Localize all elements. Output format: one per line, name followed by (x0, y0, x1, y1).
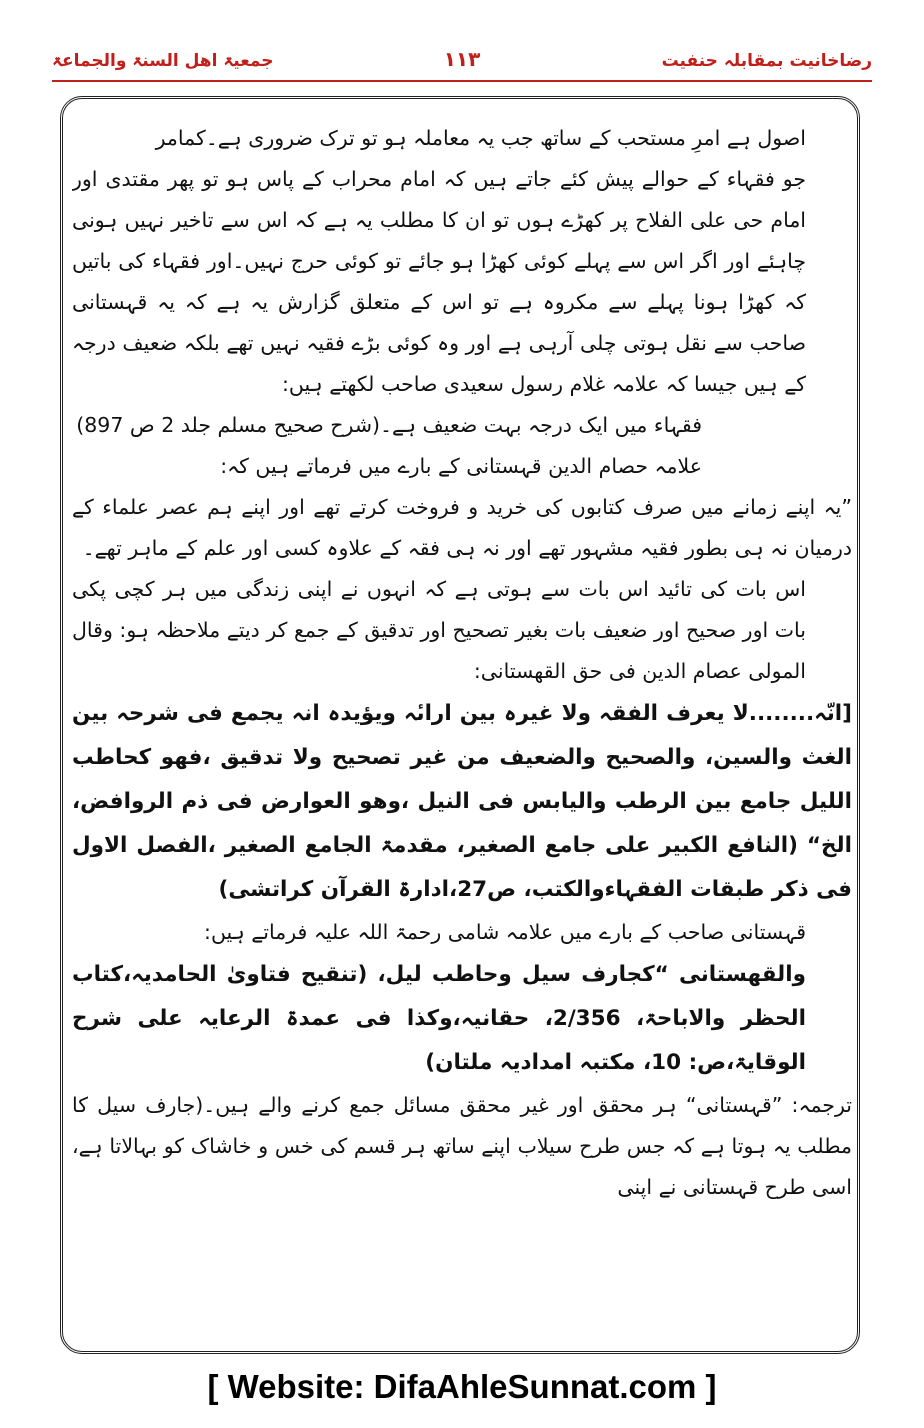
quoted-reference: فقہاء میں ایک درجہ بہت ضعیف ہے۔(شرح صحیح مسلم جلد 2 ص 897) (76, 413, 702, 437)
quotation: ”یہ اپنے زمانے میں صرف کتابوں کی خرید و فروخت کرتے تھے اور اپنے ہم عصر علماء کے درمیان نہ ہی بطور فقیہ مشہور تھے اور نہ ہی فقہ کے علاوہ کسی اور علم کے ماہر تھے۔ (72, 495, 852, 560)
translation-paragraph: ترجمہ: ”قہستانی“ ہر محقق اور غیر محقق مسائل جمع کرنے والے ہیں۔(جارف سیل کا مطلب یہ ہوتا ہے کہ جس طرح سیلاب اپنے ساتھ ہر قسم کی خس و خاشاک کو بہالاتا ہے، اسی طرح قہستانی نے اپنی (72, 1093, 852, 1199)
paragraph: جو فقہاء کے حوالے پیش کئے جاتے ہیں کہ امام محراب کے پاس ہو تو پھر مقتدی اور امام حی علی الفلاح پر کھڑے ہوں تو ان کا مطلب یہ ہے کہ اس سے تاخیر نہیں ہونی چاہئے اور اگر اس سے پہلے کوئی کھڑا ہو جائے تو کوئی حرج نہیں۔اور فقہاء کی باتیں کہ کھڑا ہونا پہلے سے مکروہ ہے تو اس کے متعلق گزارش یہ ہے کہ یہ قہستانی صاحب سے نقل ہوتی چلی آرہی ہے اور وہ کوئی بڑے فقیہ نہیں تھے بلکہ ضعیف درجہ کے ہیں جیسا کہ علامہ غلام رسول سعیدی صاحب لکھتے ہیں: (72, 167, 806, 396)
book-title: رضاخانیت بمقابلہ حنفیت (661, 51, 872, 71)
arabic-quotation: [انّہ........لا یعرف الفقہ ولا غیرہ بین اراںٔہ ویؤیدہ انہ یجمع فی شرحہ بین الغث والسین، والصحیح والضعیف من غیر تصحیح ولا تدقیق ،فھو کحاطب اللیل جامع بین الرطب والیابس فی النیل ،وھو العوارض فی ذم الروافض، الخ“ (النافع الکبیر علی جامع الصغیر، مقدمۃ الجامع الصغیر ،الفصل الاول فی ذکر طبقات الفقہاءوالکتب، ص27،ادارۃ القرآن کراتشی) (72, 701, 852, 902)
paragraph: قہستانی صاحب کے بارے میں علامہ شامی رحمۃ اللہ علیہ فرماتے ہیں: (204, 920, 806, 944)
page-body (72, 118, 852, 1343)
paragraph: اصول ہے امرِ مستحب کے ساتھ جب یہ معاملہ ہو تو ترک ضروری ہے۔کمامر (155, 126, 806, 150)
page-number: ۱۱۳ (443, 47, 481, 71)
arabic-quotation: والقھستانی “کجارف سیل وحاطب لیل، (تنقیح فتاویٰ الحامدیہ،کتاب الحظر والاباحۃ، 2/356، حقانیہ،وکذا فی عمدۃ الرعایہ علی شرح الوقایۃ،ص: 10، مکتبہ امدادیہ ملتان) (72, 962, 806, 1075)
website-footer: [ Website: DifaAhleSunnat.com ] (207, 1368, 717, 1405)
paragraph: اس بات کی تائید اس بات سے ہوتی ہے کہ انہوں نے اپنی زندگی میں ہر کچی پکی بات اور صحیح اور ضعیف بات بغیر تصحیح اور تدقیق کے جمع کر دیتے ملاحظہ ہو: وقال المولی عصام الدین فی حق القھستانی: (72, 577, 806, 683)
organization-name: جمعیۃ اھل السنۃ والجماعۃ (52, 51, 274, 71)
header-divider (52, 80, 872, 82)
paragraph: علامہ حصام الدین قہستانی کے بارے میں فرماتے ہیں کہ: (220, 454, 702, 478)
page-header (52, 47, 872, 84)
